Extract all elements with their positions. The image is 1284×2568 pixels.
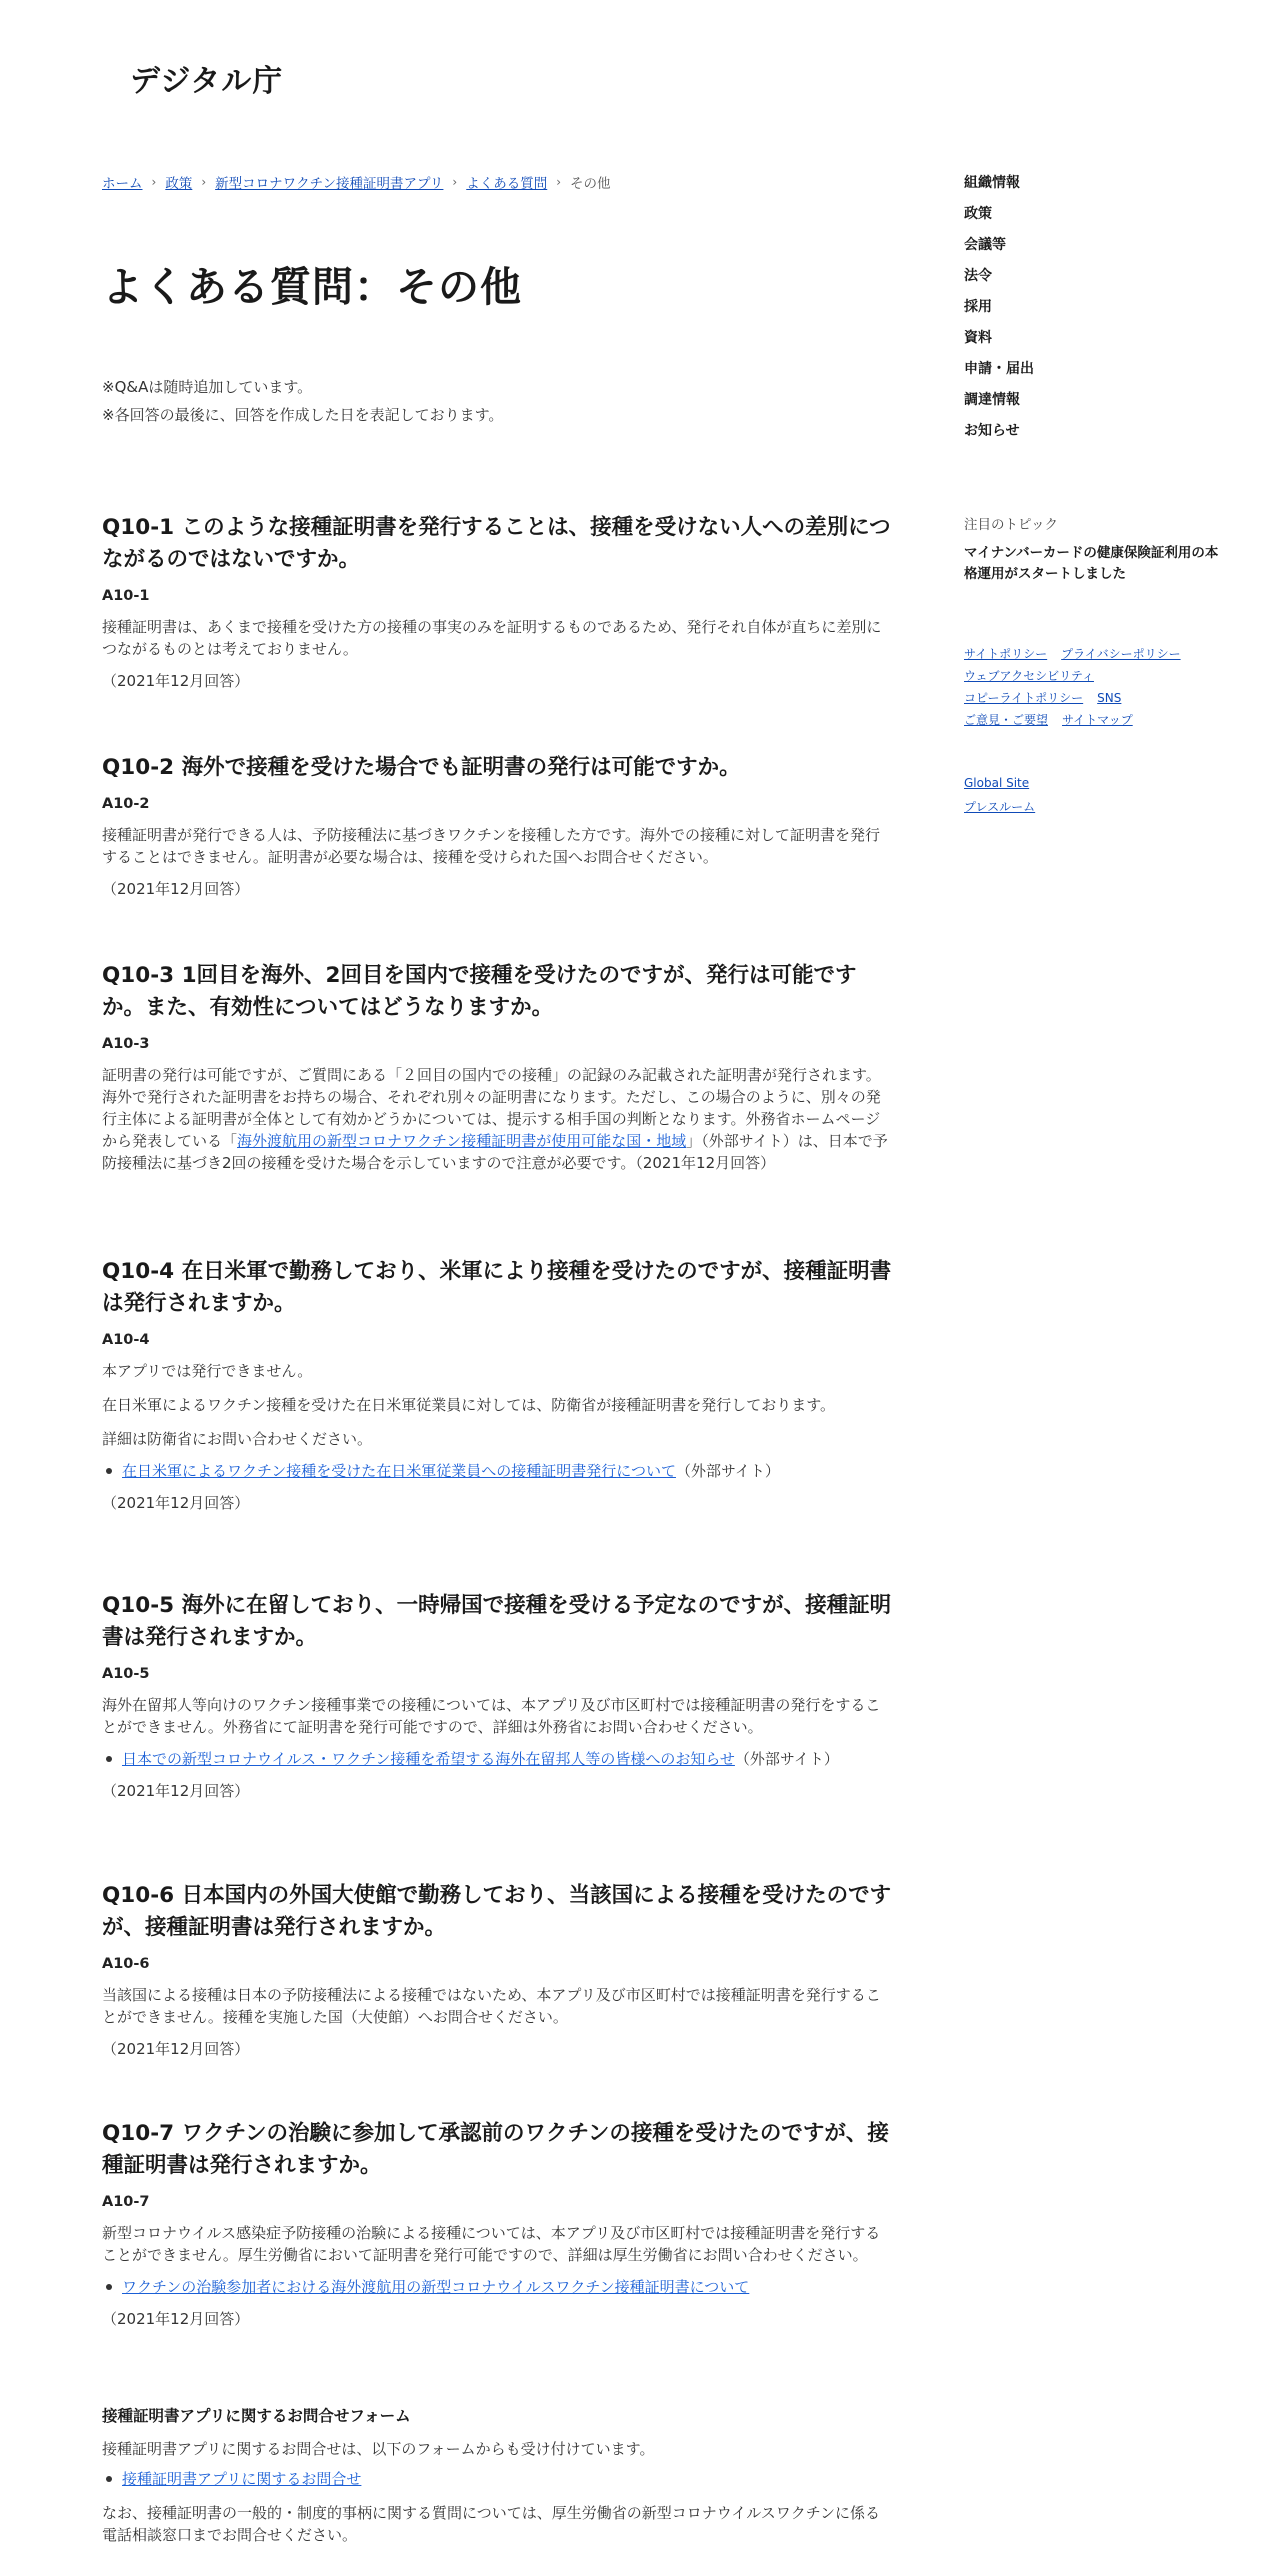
question-heading: Q10-6 日本国内の外国大使館で勤務しており、当該国による接種を受けたのですが、接種証明書は発行されますか。 (102, 1883, 892, 1940)
usfj-certificate-link[interactable]: 在日米軍によるワクチン接種を受けた在日米軍従業員への接種証明書発行について (122, 1462, 676, 1480)
chevron-right-icon: › (452, 175, 458, 189)
answer-date: （2021年12月回答） (102, 2040, 250, 2058)
answer-text: 接種証明書は、あくまで接種を受けた方の接種の事実のみを証明するものであるため、発行それ自体が直ちに差別につながるものとは考えておりません。 (102, 618, 882, 658)
feedback-link[interactable]: ご意見・ご要望 (964, 713, 1049, 727)
chevron-right-icon: › (151, 175, 157, 189)
note-line: ※Q&Aは随時追加しています。 (102, 378, 313, 396)
qa-item-10-2 (102, 752, 892, 900)
sidebar-nav (964, 172, 1224, 451)
qa-item-10-6 (102, 1880, 892, 2060)
breadcrumb-home[interactable]: ホーム (102, 176, 143, 192)
qa-item-10-7 (102, 2118, 892, 2330)
answer-text: 当該国による接種は日本の予防接種法による接種ではないため、本アプリ及び市区町村では接種証明書を発行することができません。接種を実施した国（大使館）へお問合せください。 (102, 1986, 881, 2026)
sidebar-item-organization[interactable]: 組織情報 (964, 175, 1020, 191)
footer-links (964, 643, 1224, 731)
sidebar-item-news[interactable]: お知らせ (964, 423, 1020, 439)
question-heading: Q10-7 ワクチンの治験に参加して承認前のワクチンの接種を受けたのですが、接種証明書は発行されますか。 (102, 2121, 889, 2178)
sidebar-item-procurement[interactable]: 調達情報 (964, 392, 1020, 408)
breadcrumb-vaccine-app[interactable]: 新型コロナワクチン接種証明書アプリ (215, 176, 444, 192)
topics-item-link[interactable]: マイナンバーカードの健康保険証利用の本格運用がスタートしました (964, 545, 1219, 582)
breadcrumb (102, 172, 892, 192)
answer-text: 本アプリでは発行できません。 (102, 1362, 313, 1380)
answer-date: （2021年12月回答） (102, 2310, 250, 2328)
qa-item-10-5 (102, 1590, 892, 1802)
page-title: よくある質問：その他 (102, 263, 522, 311)
answer-label: A10-7 (102, 2194, 150, 2210)
countries-link[interactable]: 海外渡航用の新型コロナワクチン接種証明書が使用可能な国・地域 (237, 1132, 687, 1150)
answer-date: （2021年12月回答） (102, 880, 250, 898)
answer-label: A10-6 (102, 1956, 150, 1972)
answer-date: （2021年12月回答） (102, 672, 250, 690)
site-policy-link[interactable]: サイトポリシー (964, 647, 1048, 661)
sidebar-item-recruitment[interactable]: 採用 (964, 299, 992, 315)
overseas-residents-link[interactable]: 日本での新型コロナウイルス・ワクチン接種を希望する海外在留邦人等の皆様へのお知らせ (122, 1750, 735, 1768)
breadcrumb-policy[interactable]: 政策 (165, 176, 193, 192)
list-item (102, 1748, 892, 1770)
answer-text (102, 1064, 892, 1174)
link-list (102, 1748, 892, 1770)
contact-title: 接種証明書アプリに関するお問合せフォーム (102, 2407, 411, 2425)
list-item (102, 1460, 892, 1482)
sidebar-item-policy[interactable]: 政策 (964, 206, 992, 222)
sidebar-item-applications[interactable]: 申請・届出 (964, 361, 1034, 377)
clinical-trial-link[interactable]: ワクチンの治験参加者における海外渡航用の新型コロナウイルスワクチン接種証明書について (122, 2278, 750, 2296)
chevron-right-icon: › (556, 175, 562, 189)
contact-text-2: なお、接種証明書の一般的・制度的事柄に関する質問については、厚生労働省の新型コロナウイルスワクチンに係る電話相談窓口までお問合せください。 (102, 2504, 881, 2544)
link-list (102, 2276, 892, 2298)
breadcrumb-faq[interactable]: よくある質問 (466, 176, 548, 192)
external-site-label: （外部サイト） (675, 1462, 780, 1480)
chevron-right-icon: › (201, 175, 207, 189)
global-site-link[interactable]: Global Site (964, 776, 1030, 790)
answer-date: （2021年12月回答） (102, 1494, 250, 1512)
question-heading: Q10-2 海外で接種を受けた場合でも証明書の発行は可能ですか。 (102, 755, 741, 780)
press-room-link[interactable]: プレスルーム (964, 800, 1036, 814)
sns-link[interactable]: SNS (1097, 691, 1122, 705)
answer-label: A10-1 (102, 588, 150, 604)
external-site-label: （外部サイト） (734, 1750, 839, 1768)
answer-text: 海外在留邦人等向けのワクチン接種事業での接種については、本アプリ及び市区町村では接種証明書の発行をすることができません。外務省にて証明書を発行可能ですので、詳細は外務省にお問い合わせください。 (102, 1696, 881, 1736)
question-heading: Q10-5 海外に在留しており、一時帰国で接種を受ける予定なのですが、接種証明書は発行されますか。 (102, 1593, 892, 1650)
answer-text-pre: 証明書の発行は可能ですが、ご質問にある「２回目の国内での接種」の記録のみ記載された証明書が発行されます。海外で発行された証明書をお持ちの場合、それぞれ別々の証明書になります。ただし、この場合のように、別々の発行主体による証明書が全体として有効かどうかについては、提示する相手国の判断となります。外務省ホームページから発表している「 (102, 1066, 881, 1150)
copyright-policy-link[interactable]: コピーライトポリシー (964, 691, 1084, 705)
note-line: ※各回答の最後に、回答を作成した日を表記しております。 (102, 406, 504, 424)
list-item (102, 2468, 892, 2490)
link-list (102, 1460, 892, 1482)
contact-section (102, 2404, 892, 2546)
answer-label: A10-2 (102, 796, 150, 812)
answer-label: A10-5 (102, 1666, 150, 1682)
contact-form-link[interactable]: 接種証明書アプリに関するお問合せ (122, 2470, 362, 2488)
privacy-policy-link[interactable]: プライバシーポリシー (1061, 647, 1181, 661)
list-item (102, 2276, 892, 2298)
qa-item-10-1 (102, 512, 892, 692)
contact-text: 接種証明書アプリに関するお問合せは、以下のフォームからも受け付けています。 (102, 2440, 655, 2458)
answer-text: 接種証明書が発行できる人は、予防接種法に基づきワクチンを接種した方です。海外での接種に対して証明書を発行することはできません。証明書が必要な場合は、接種を受けられた国へお問合せください。 (102, 826, 881, 866)
question-heading: Q10-3 1回目を海外、2回目を国内で接種を受けたのですが、発行は可能ですか。また、有効性についてはどうなりますか。 (102, 963, 857, 1020)
answer-label: A10-3 (102, 1036, 150, 1052)
main-content (102, 172, 892, 429)
answer-text: 詳細は防衛省にお問い合わせください。 (102, 1430, 373, 1448)
question-heading: Q10-4 在日米軍で勤務しており、米軍により接種を受けたのですが、接種証明書は発行されますか。 (102, 1259, 892, 1316)
accessibility-link[interactable]: ウェブアクセシビリティ (964, 669, 1094, 683)
notes (102, 373, 892, 429)
sidebar-item-meetings[interactable]: 会議等 (964, 237, 1006, 253)
question-heading: Q10-1 このような接種証明書を発行することは、接種を受けない人への差別につながるのではないですか。 (102, 515, 891, 572)
qa-item-10-3 (102, 960, 892, 1174)
sidebar (964, 172, 1224, 819)
sidebar-item-laws[interactable]: 法令 (964, 268, 992, 284)
topics-title: 注目のトピック (964, 517, 1058, 533)
global-links (964, 771, 1224, 819)
breadcrumb-current: その他 (570, 176, 611, 192)
answer-label: A10-4 (102, 1332, 150, 1348)
link-list (102, 2468, 892, 2490)
answer-text: 在日米軍によるワクチン接種を受けた在日米軍従業員に対しては、防衛省が接種証明書を発行しております。 (102, 1396, 836, 1414)
answer-text-post: 」（外部サイト）は、日本で予防接種法に基づき2回の接種を受けた場合を示していますので注意が必要です。（2021年12月回答） (102, 1132, 888, 1172)
sitemap-link[interactable]: サイトマップ (1062, 713, 1133, 727)
qa-item-10-4 (102, 1256, 892, 1514)
site-logo[interactable]: デジタル庁 (130, 64, 284, 99)
answer-text: 新型コロナウイルス感染症予防接種の治験による接種については、本アプリ及び市区町村では接種証明書を発行することができません。厚生労働省において証明書を発行可能ですので、詳細は厚生労働省にお問い合わせください。 (102, 2224, 881, 2264)
sidebar-item-resources[interactable]: 資料 (964, 330, 992, 346)
answer-date: （2021年12月回答） (102, 1782, 250, 1800)
